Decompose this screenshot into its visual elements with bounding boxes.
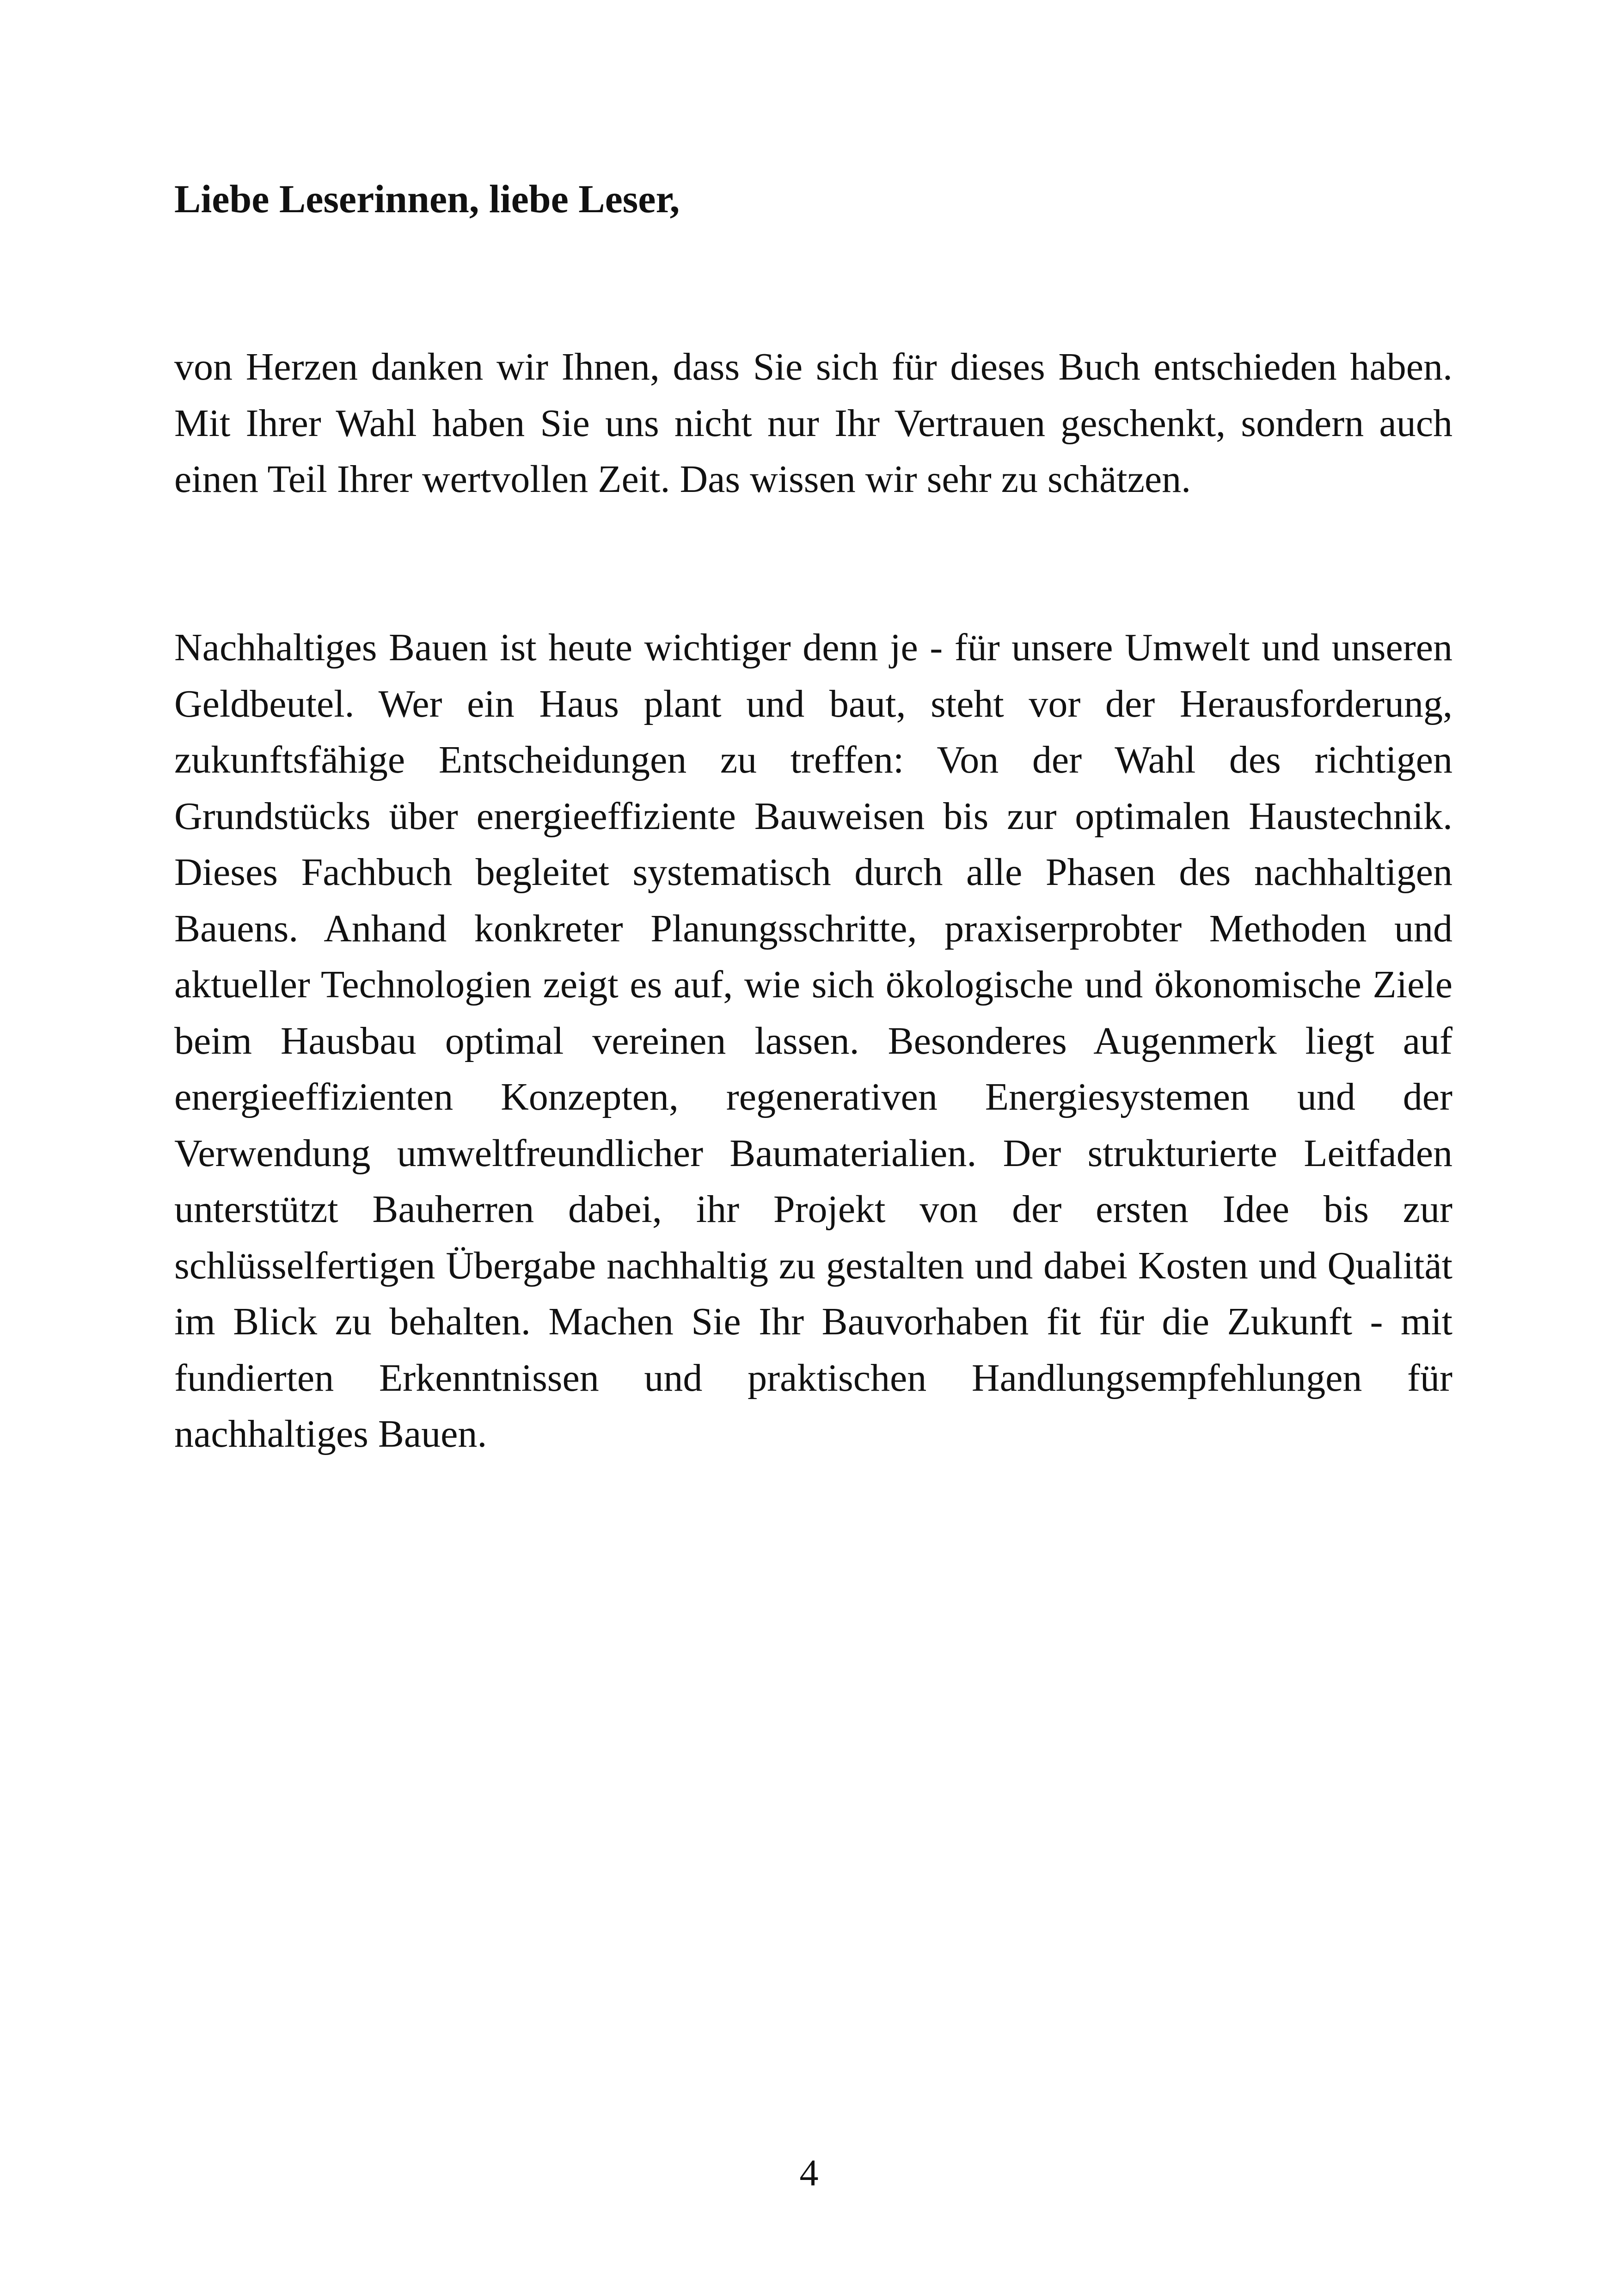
page-number: 4	[799, 2152, 819, 2194]
paragraph-sustainable-building: Nachhaltiges Bauen ist heute wichtiger denn je - für unsere Umwelt und unseren Geldbeutel. Wer ein Haus plant und baut, steht vor der Herausforderung, zukunftsfähige Entscheidungen zu treffen: Von der Wahl des richtigen Grundstücks über energieeffiziente Bauweisen bis zur optimalen Haustechnik. Dieses Fachbuch begleitet systematisch durch alle Phasen des nachhaltigen Bauens. Anhand konkreter Planungsschritte, praxiserprobter Methoden und aktueller Technologien zeigt es auf, wie sich ökologische und ökonomische Ziele beim Hausbau optimal vereinen lassen. Besonderes Augenmerk liegt auf energieeffizienten Konzepten, regenerativen Energiesystemen und der Verwendung umweltfreundlicher Baumaterialien. Der strukturierte Leitfaden unterstützt Bauherren dabei, ihr Projekt von der ersten Idee bis zur schlüsselfertigen Übergabe nachhaltig zu gestalten und dabei Kosten und Qualität im Blick zu behalten. Machen Sie Ihr Bauvorhaben fit für die Zukunft - mit fundierten Erkenntnissen und praktischen Handlungsempfehlungen für nachhaltiges Bauen.	[174, 626, 1453, 1455]
salutation-heading: Liebe Leserinnen, liebe Leser,	[174, 177, 680, 221]
paragraph-thanks: von Herzen danken wir Ihnen, dass Sie sich für dieses Buch entschieden haben. Mit Ihrer Wahl haben Sie uns nicht nur Ihr Vertrauen geschenkt, sondern auch einen Teil Ihrer wertvollen Zeit. Das wissen wir sehr zu schätzen.	[174, 345, 1453, 501]
